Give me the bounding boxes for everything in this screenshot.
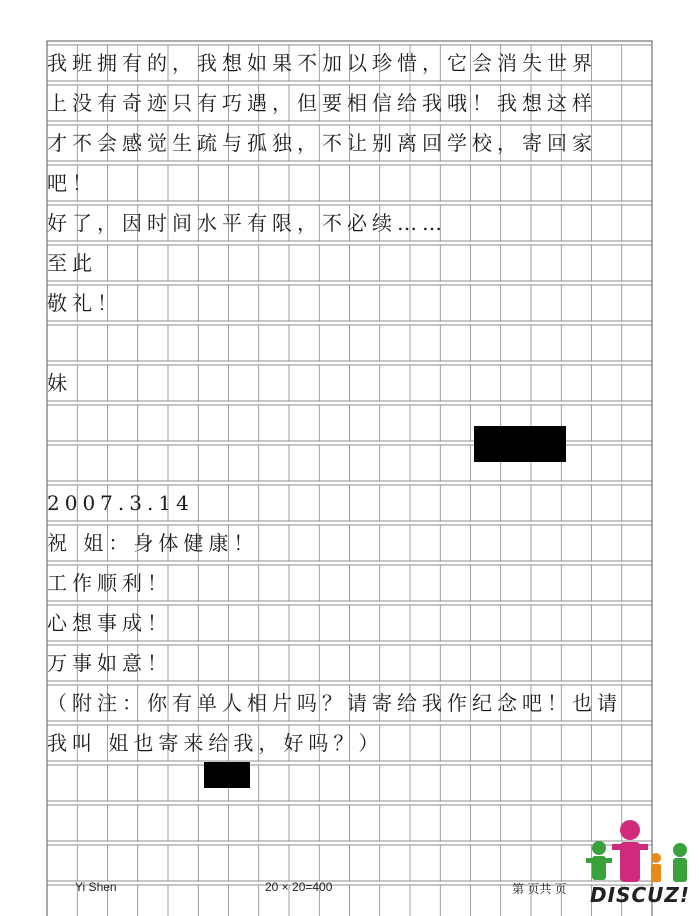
letter-line: 祝 姐：身体健康！ (47, 531, 259, 555)
letter-line: 好了，因时间水平有限，不必续…… (47, 211, 447, 235)
letter-line: 我叫 姐也寄来给我，好吗？） (47, 731, 384, 755)
discuz-watermark-text: DISCUZ! (590, 883, 690, 907)
letter-line: 万事如意！ (47, 651, 172, 675)
letter-line: 至此 (47, 251, 97, 275)
letter-line: 我班拥有的，我想如果不加以珍惜，它会消失世界 (47, 51, 597, 75)
letter-line: 吧！ (47, 171, 97, 195)
letter-line: （附注：你有单人相片吗？请寄给我作纪念吧！也请 (47, 691, 622, 715)
letter-line (47, 325, 652, 361)
letter-line: 2007.3.14 (47, 491, 194, 515)
letter-line: 心想事成！ (47, 611, 172, 635)
letter-line: 上没有奇迹只有巧遇，但要相信给我哦！我想这样 (47, 91, 597, 115)
letter-line: 敬礼！ (47, 291, 122, 315)
letter-line: 才不会感觉生疏与孤独，不让别离回学校，寄回家 (47, 131, 597, 155)
footer-page-count: 第 页共 页 (512, 882, 567, 896)
redaction-bar (204, 762, 250, 788)
footer-author: Yi Shen (75, 880, 117, 894)
redaction-bar (474, 426, 566, 462)
footer-grid-size: 20 × 20=400 (265, 880, 333, 894)
letter-line: 妹 (47, 371, 72, 395)
letter-line: 工作顺利！ (47, 571, 172, 595)
